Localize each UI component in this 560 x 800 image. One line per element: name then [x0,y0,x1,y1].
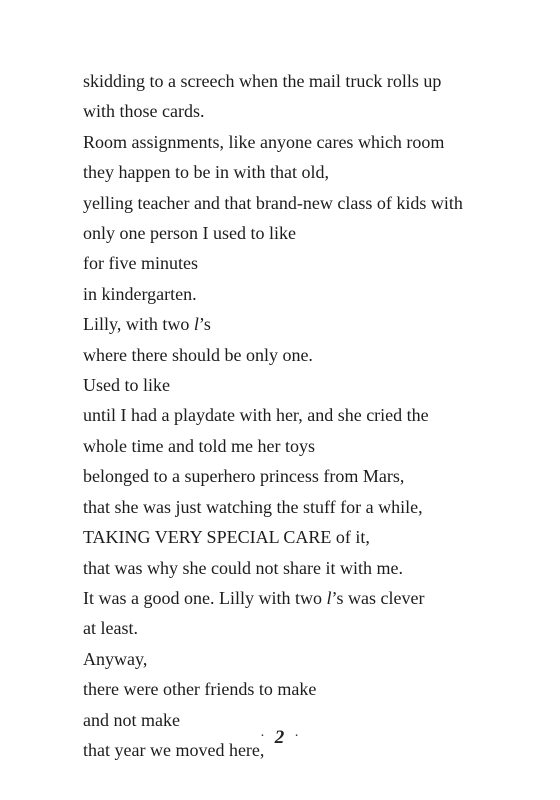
poem-line-segment: TAKING VERY SPECIAL CARE of it, [83,527,370,548]
poem-line [83,157,523,187]
poem-line-segment: Anyway, [83,648,148,669]
poem-text-block [83,66,523,765]
poem-line [83,248,523,278]
poem-line [83,279,523,309]
poem-line-segment: ’s was clever [331,587,425,608]
poem-line-segment: that she was just watching the stuff for a while, [83,496,423,517]
poem-line-segment: where there should be only one. [83,344,313,365]
poem-line [83,461,523,491]
poem-line-segment: only one person I used to like [83,223,296,244]
poem-line [83,613,523,643]
poem-line-segment: there were other friends to make [83,679,317,700]
poem-line-segment: with those cards. [83,101,205,122]
poem-line-segment: that year we moved here, [83,739,265,760]
poem-line-segment: for five minutes [83,253,198,274]
poem-line [83,583,523,613]
poem-line [83,127,523,157]
poem-line [83,370,523,400]
poem-line-segment: until I had a playdate with her, and she cried the [83,405,429,426]
poem-line-italic-segment: l [193,314,199,335]
page-folio [0,727,560,749]
page-number: 2 [274,727,286,748]
poem-line [83,188,523,218]
folio-right-dot: · [294,728,300,744]
poem-line [83,400,523,430]
poem-line [83,674,523,704]
poem-line [83,522,523,552]
poem-line [83,492,523,522]
poem-line-segment: ’s [198,314,211,335]
poem-line-segment: at least. [83,618,138,639]
poem-line [83,553,523,583]
poem-line-segment: and not make [83,709,180,730]
poem-line [83,218,523,248]
poem-line [83,340,523,370]
poem-line-segment: Used to like [83,375,170,396]
poem-line [83,96,523,126]
poem-line-segment: they happen to be in with that old, [83,162,329,183]
poem-line-segment: skidding to a screech when the mail truck rolls up [83,71,442,91]
poem-line [83,644,523,674]
poem-line [83,66,523,96]
poem-line-segment: belonged to a superhero princess from Mars, [83,466,405,487]
folio-left-dot: · [260,728,266,744]
poem-line-segment: that was why she could not share it with me. [83,557,403,578]
poem-line-segment: Lilly, with two [83,314,194,335]
poem-line-segment: whole time and told me her toys [83,435,315,456]
poem-line [83,431,523,461]
poem-line-segment: in kindergarten. [83,283,197,304]
poem-line-segment: Room assignments, like anyone cares which room [83,131,445,152]
poem-line [83,309,523,339]
poem-line-segment: yelling teacher and that brand-new class of kids with [83,192,463,213]
poem-line-italic-segment: l [326,587,332,608]
poem-line-segment: It was a good one. Lilly with two [83,587,327,608]
